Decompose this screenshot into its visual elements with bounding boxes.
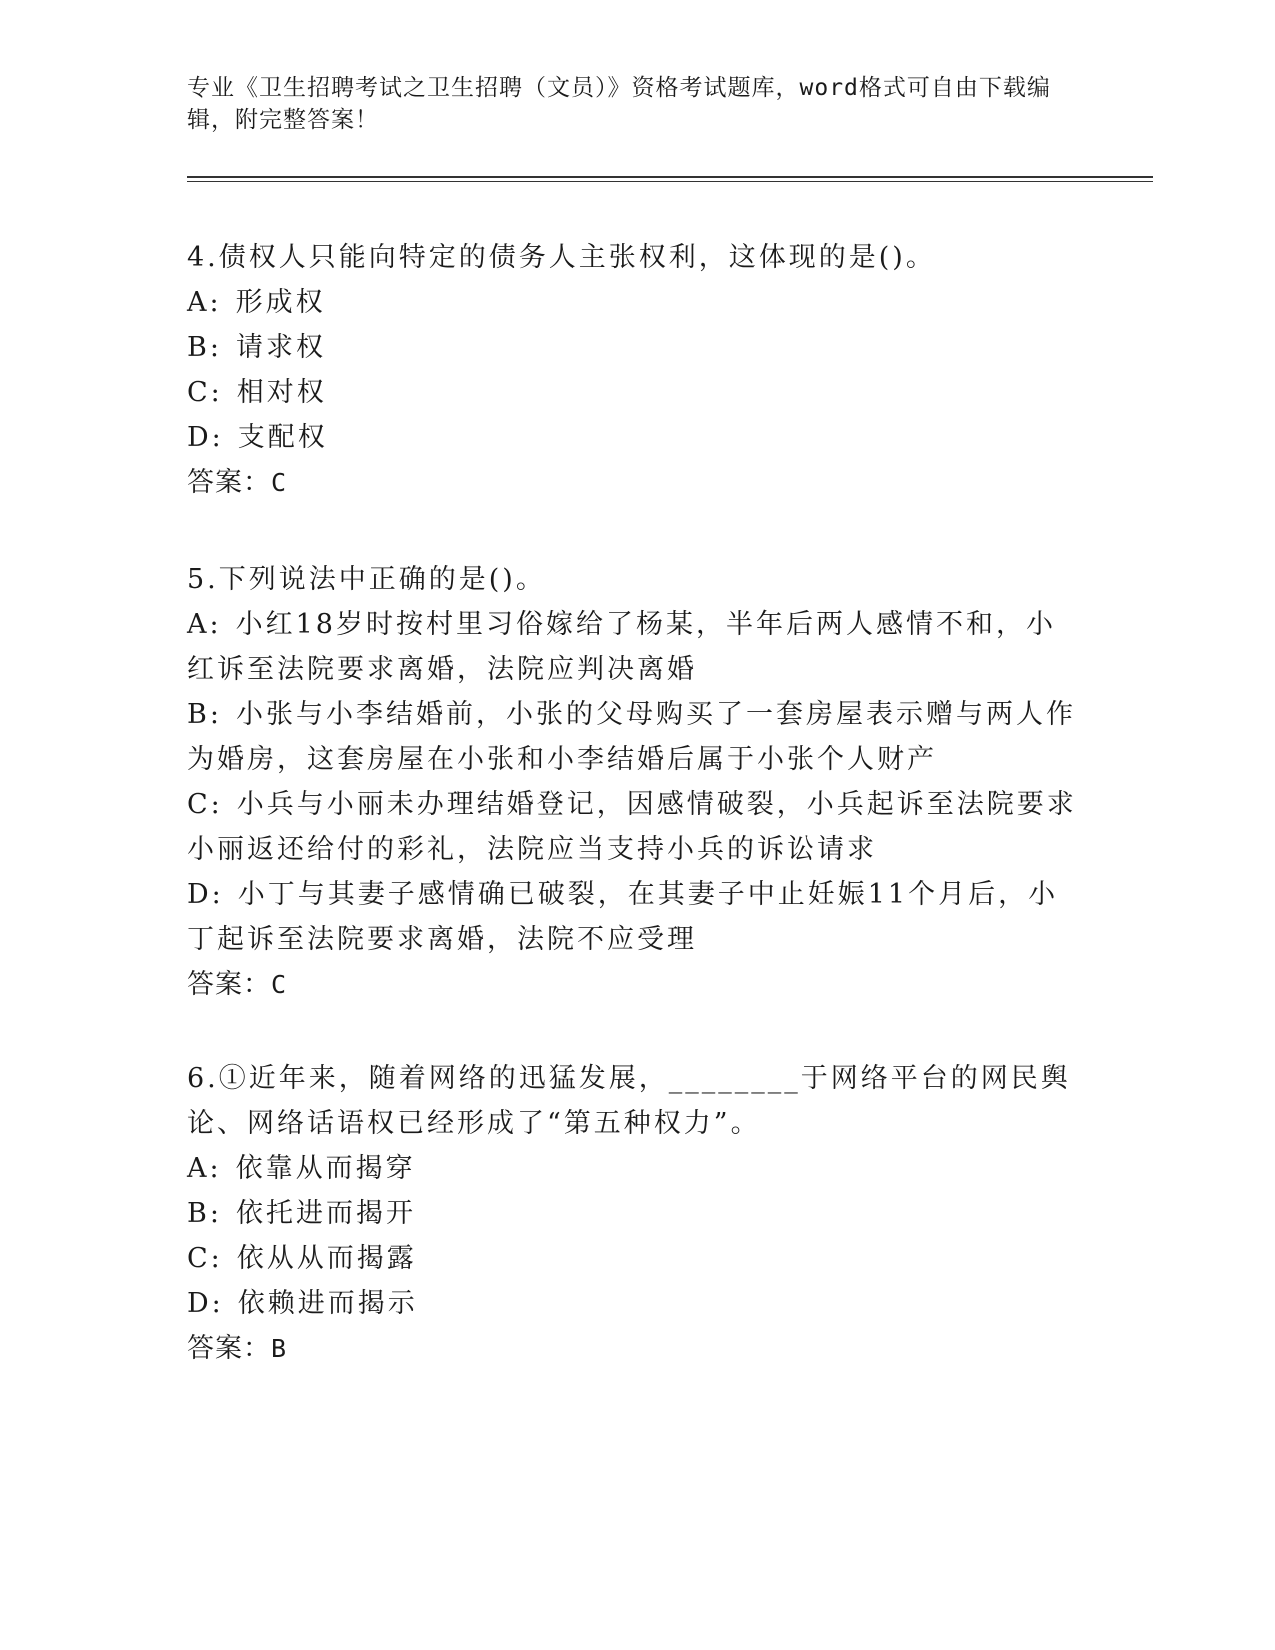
answer-label: 答案：: [187, 969, 271, 1000]
question-stem: 4.债权人只能向特定的债务人主张权利，这体现的是()。: [187, 242, 936, 273]
answer-value: C: [271, 970, 288, 999]
option-label: D:: [187, 422, 224, 453]
option-c: [187, 370, 1077, 415]
option-label: A:: [187, 287, 222, 318]
option-label: B:: [187, 1198, 222, 1229]
option-label: C:: [187, 377, 223, 408]
option-text: 小红18岁时按村里习俗嫁给了杨某，半年后两人感情不和，小红诉至法院要求离婚，法院应判决离婚: [187, 609, 1056, 685]
option-text: 小张与小李结婚前，小张的父母购买了一套房屋表示赠与两人作为婚房，这套房屋在小张和小李结婚后属于小张个人财产: [187, 699, 1076, 775]
option-text: 形成权: [235, 287, 326, 318]
option-c: [187, 782, 1077, 872]
answer-line: [187, 1326, 1077, 1371]
answer-value: C: [271, 468, 288, 497]
answer-label: 答案：: [187, 467, 271, 498]
option-label: C:: [187, 789, 223, 820]
option-text: 依靠从而揭穿: [235, 1153, 416, 1184]
answer-line: [187, 962, 1077, 1007]
option-d: [187, 415, 1077, 460]
document-header: 专业《卫生招聘考试之卫生招聘（文员）》资格考试题库，word格式可自由下载编辑，附完整答案！: [187, 75, 1051, 133]
option-d: [187, 872, 1077, 962]
question-6: [187, 1056, 1077, 1371]
option-text: 依托进而揭开: [235, 1198, 416, 1229]
option-a: [187, 602, 1077, 692]
question-4: [187, 235, 1077, 505]
option-text: 相对权: [236, 377, 327, 408]
option-label: A:: [187, 1153, 222, 1184]
option-label: B:: [187, 332, 222, 363]
header-divider: [187, 176, 1153, 178]
answer-value: B: [271, 1334, 288, 1363]
option-b: [187, 692, 1077, 782]
option-label: D:: [187, 1288, 224, 1319]
option-text: 依赖进而揭示: [237, 1288, 418, 1319]
answer-line: [187, 460, 1077, 505]
option-text: 支配权: [237, 422, 328, 453]
option-b: [187, 325, 1077, 370]
option-d: [187, 1281, 1077, 1326]
option-b: [187, 1191, 1077, 1236]
option-text: 请求权: [235, 332, 326, 363]
option-text: 小兵与小丽未办理结婚登记，因感情破裂，小兵起诉至法院要求小丽返还给付的彩礼，法院应当支持小兵的诉讼请求: [187, 789, 1077, 865]
question-stem: 5.下列说法中正确的是()。: [187, 564, 546, 595]
option-label: D:: [187, 879, 224, 910]
question-stem: 6.①近年来，随着网络的迅猛发展，________于网络平台的网民舆论、网络话语权已经形成了“第五种权力”。: [187, 1063, 1071, 1139]
option-text: 依从从而揭露: [236, 1243, 417, 1274]
option-a: [187, 1146, 1077, 1191]
question-5: [187, 557, 1077, 1007]
option-label: A:: [187, 609, 222, 640]
option-a: [187, 280, 1077, 325]
option-label: C:: [187, 1243, 223, 1274]
option-text: 小丁与其妻子感情确已破裂，在其妻子中止妊娠11个月后，小丁起诉至法院要求离婚，法院不应受理: [187, 879, 1059, 955]
header-divider-thin: [187, 181, 1153, 182]
answer-label: 答案：: [187, 1333, 271, 1364]
option-label: B:: [187, 699, 222, 730]
option-c: [187, 1236, 1077, 1281]
